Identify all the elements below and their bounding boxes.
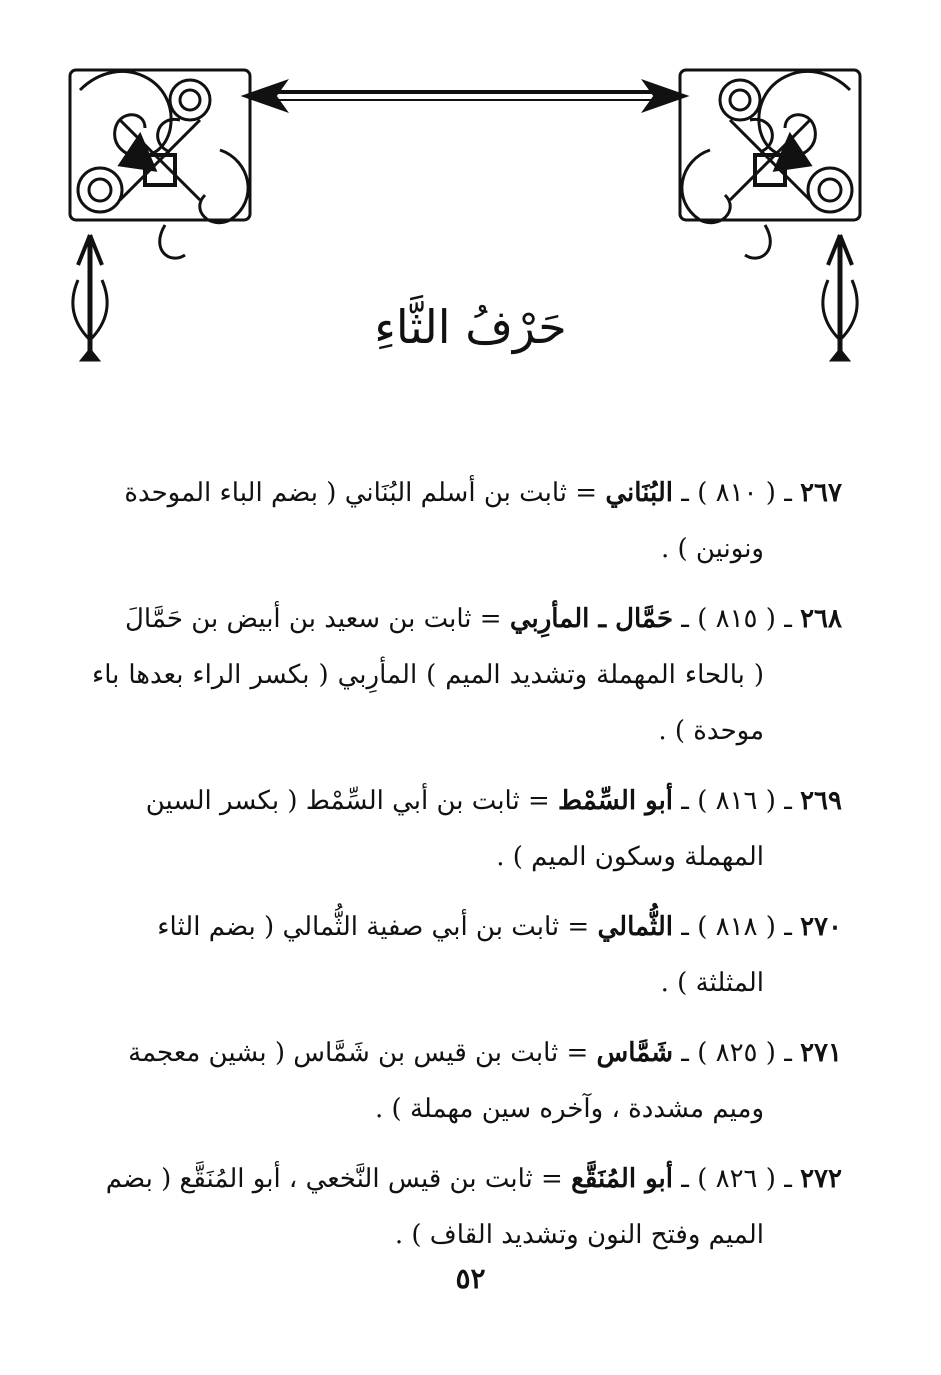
- entry-continuation: الميم وفتح النون وتشديد القاف ) .: [394, 1220, 764, 1250]
- entry-number: ٢٦٨: [800, 604, 842, 634]
- entry-name: شَمَّاس: [596, 1038, 674, 1068]
- entry-text: = ثابت بن قيس النَّخعي ، أبو المُنَقَّع ( بضم: [105, 1164, 563, 1194]
- entry-continuation: وميم مشددة ، وآخره سين مهملة ) .: [375, 1094, 764, 1124]
- section-heading: حَرْفُ الثَّاءِ: [374, 300, 567, 354]
- entry-number: ٢٧١: [800, 1038, 842, 1068]
- entry-number: ٢٧٢: [800, 1164, 842, 1194]
- entry-ref: ( ٨١٨ ): [697, 912, 776, 942]
- entry-269: ٢٦٩ ـ ( ٨١٦ ) ـ أبو السِّمْط = ثابت بن أبي السِّمْط ( بكسر السين المهملة وسكون الميم ) .: [92, 773, 842, 885]
- entries-list: [92, 465, 842, 1277]
- entry-name: الثُّمالي: [597, 912, 674, 942]
- entry-272: ٢٧٢ ـ ( ٨٢٦ ) ـ أبو المُنَقَّع = ثابت بن قيس النَّخعي ، أبو المُنَقَّع ( بضم الميم وفتح النون وتشديد القاف ) .: [92, 1151, 842, 1263]
- entry-text: = ثابت بن أسلم البُنَاني ( بضم الباء الموحدة: [124, 478, 598, 508]
- entry-number: ٢٧٠: [800, 912, 842, 942]
- entry-number: ٢٦٧: [800, 478, 842, 508]
- entry-ref: ( ٨١٠ ): [697, 478, 776, 508]
- entry-ref: ( ٨١٥ ): [697, 604, 776, 634]
- entry-number: ٢٦٩: [800, 786, 842, 816]
- entry-text: = ثابت بن سعيد بن أبيض بن حَمَّالَ: [125, 604, 502, 634]
- entry-267: ٢٦٧ ـ ( ٨١٠ ) ـ البُنَاني = ثابت بن أسلم البُنَاني ( بضم الباء الموحدة ونونين ) .: [92, 465, 842, 577]
- entry-continuation: المهملة وسكون الميم ) .: [496, 842, 764, 872]
- entry-268: ٢٦٨ ـ ( ٨١٥ ) ـ حَمَّال ـ المأرِبي = ثابت بن سعيد بن أبيض بن حَمَّالَ ( بالحاء المهملة وتشديد الميم ) المأرِبي ( بكسر الراء بعدها باء موحدة ) .: [92, 591, 842, 759]
- entry-ref: ( ٨٢٥ ): [697, 1038, 776, 1068]
- entry-continuation: ونونين ) .: [660, 534, 764, 564]
- entry-text: = ثابت بن قيس بن شَمَّاس ( بشين معجمة: [128, 1038, 589, 1068]
- entry-text: = ثابت بن أبي السِّمْط ( بكسر السين: [145, 786, 550, 816]
- entry-ref: ( ٨٢٦ ): [697, 1164, 776, 1194]
- entry-name: حَمَّال ـ المأرِبي: [509, 604, 674, 634]
- entry-name: أبو السِّمْط: [558, 786, 674, 816]
- entry-continuation: المثلثة ) .: [660, 968, 764, 998]
- entry-name: البُنَاني: [605, 478, 674, 508]
- page-number: ٥٢: [455, 1262, 486, 1295]
- entry-ref: ( ٨١٦ ): [697, 786, 776, 816]
- entry-text: = ثابت بن أبي صفية الثُّمالي ( بضم الثاء: [157, 912, 590, 942]
- entry-continuation: ( بالحاء المهملة وتشديد الميم ) المأرِبي ( بكسر الراء بعدها باء موحدة ) .: [92, 660, 764, 746]
- entry-270: ٢٧٠ ـ ( ٨١٨ ) ـ الثُّمالي = ثابت بن أبي صفية الثُّمالي ( بضم الثاء المثلثة ) .: [92, 899, 842, 1011]
- entry-271: ٢٧١ ـ ( ٨٢٥ ) ـ شَمَّاس = ثابت بن قيس بن شَمَّاس ( بشين معجمة وميم مشددة ، وآخره سين مهملة ) .: [92, 1025, 842, 1137]
- entry-name: أبو المُنَقَّع: [571, 1164, 674, 1194]
